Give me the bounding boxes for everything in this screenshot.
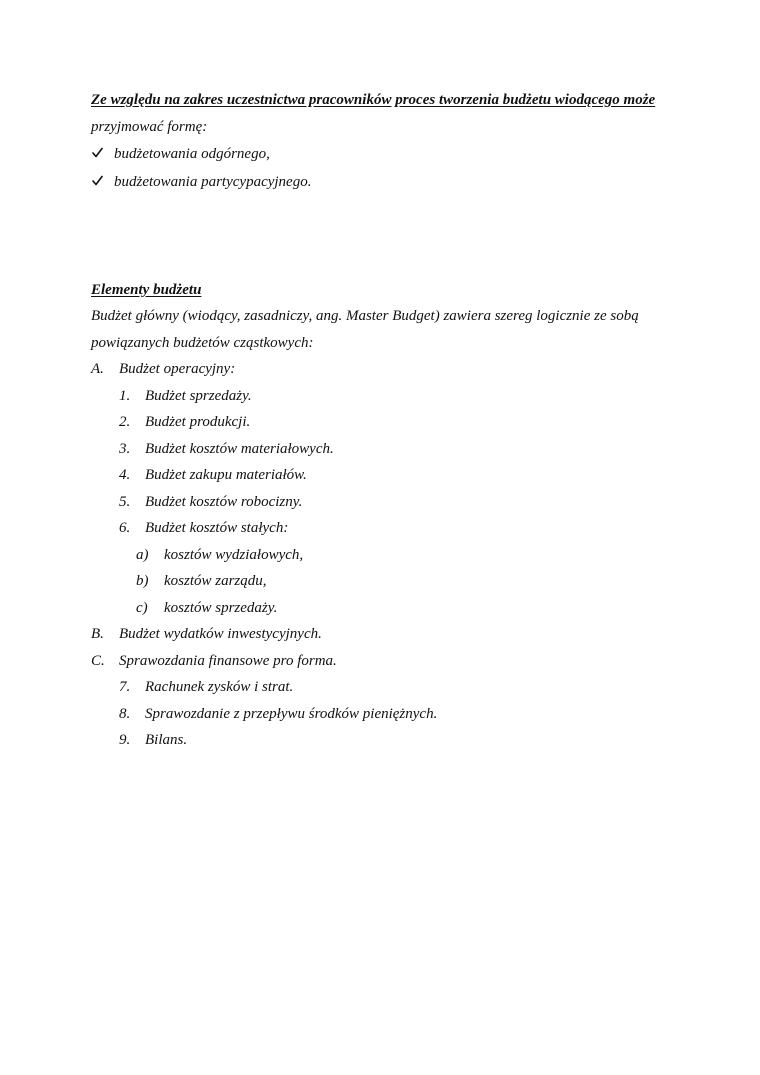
list-item: Sprawozdania finansowe pro forma.: [119, 653, 337, 669]
check-icon: [92, 147, 103, 158]
list-item: Budżet wydatków inwestycyjnych.: [119, 626, 322, 642]
list-marker: A.: [91, 361, 104, 377]
list-marker: 7.: [119, 679, 131, 695]
section1-heading-cont: przyjmować formę:: [91, 119, 208, 135]
list-marker: 1.: [119, 388, 131, 404]
list-marker: a): [136, 547, 149, 563]
list-item: Budżet zakupu materiałów.: [145, 467, 307, 483]
list-marker: b): [136, 573, 149, 589]
list-subitem: kosztów wydziałowych,: [164, 547, 304, 563]
list-item: Bilans.: [145, 732, 188, 748]
section2-intro-line1: Budżet główny (wiodący, zasadniczy, ang. Master Budget) zawiera szereg logicznie ze sobą: [91, 308, 639, 324]
list-marker: 4.: [119, 467, 131, 483]
list-item: Rachunek zysków i strat.: [145, 679, 294, 695]
list-marker: C.: [91, 653, 105, 669]
list-subitem: kosztów zarządu,: [164, 573, 267, 589]
check-icon: [92, 175, 103, 186]
list-item: Budżet kosztów materiałowych.: [145, 441, 334, 457]
bullet-item: budżetowania odgórnego,: [114, 146, 270, 162]
list-marker: 2.: [119, 414, 131, 430]
list-marker: B.: [91, 626, 104, 642]
list-subitem: kosztów sprzedaży.: [164, 600, 278, 616]
list-item: Budżet produkcji.: [145, 414, 251, 430]
list-item: Budżet operacyjny:: [119, 361, 236, 377]
section1-heading-part1: Ze względu na zakres uczestnictwa pracowników: [91, 92, 392, 108]
list-marker: 3.: [119, 441, 131, 457]
list-marker: 5.: [119, 494, 131, 510]
section1-heading-part2: proces tworzenia budżetu wiodącego może: [395, 92, 656, 108]
section2-intro-line2: powiązanych budżetów cząstkowych:: [91, 335, 314, 351]
section2-heading: Elementy budżetu: [91, 282, 202, 298]
list-marker: 8.: [119, 706, 131, 722]
list-item: Budżet sprzedaży.: [145, 388, 252, 404]
list-item: Sprawozdanie z przepływu środków pieniężnych.: [145, 706, 438, 722]
list-marker: 9.: [119, 732, 131, 748]
list-marker: c): [136, 600, 148, 616]
list-marker: 6.: [119, 520, 131, 536]
section1-heading: [91, 91, 655, 109]
list-item: Budżet kosztów robocizny.: [145, 494, 303, 510]
bullet-item: budżetowania partycypacyjnego.: [114, 174, 312, 190]
list-item: Budżet kosztów stałych:: [145, 520, 289, 536]
